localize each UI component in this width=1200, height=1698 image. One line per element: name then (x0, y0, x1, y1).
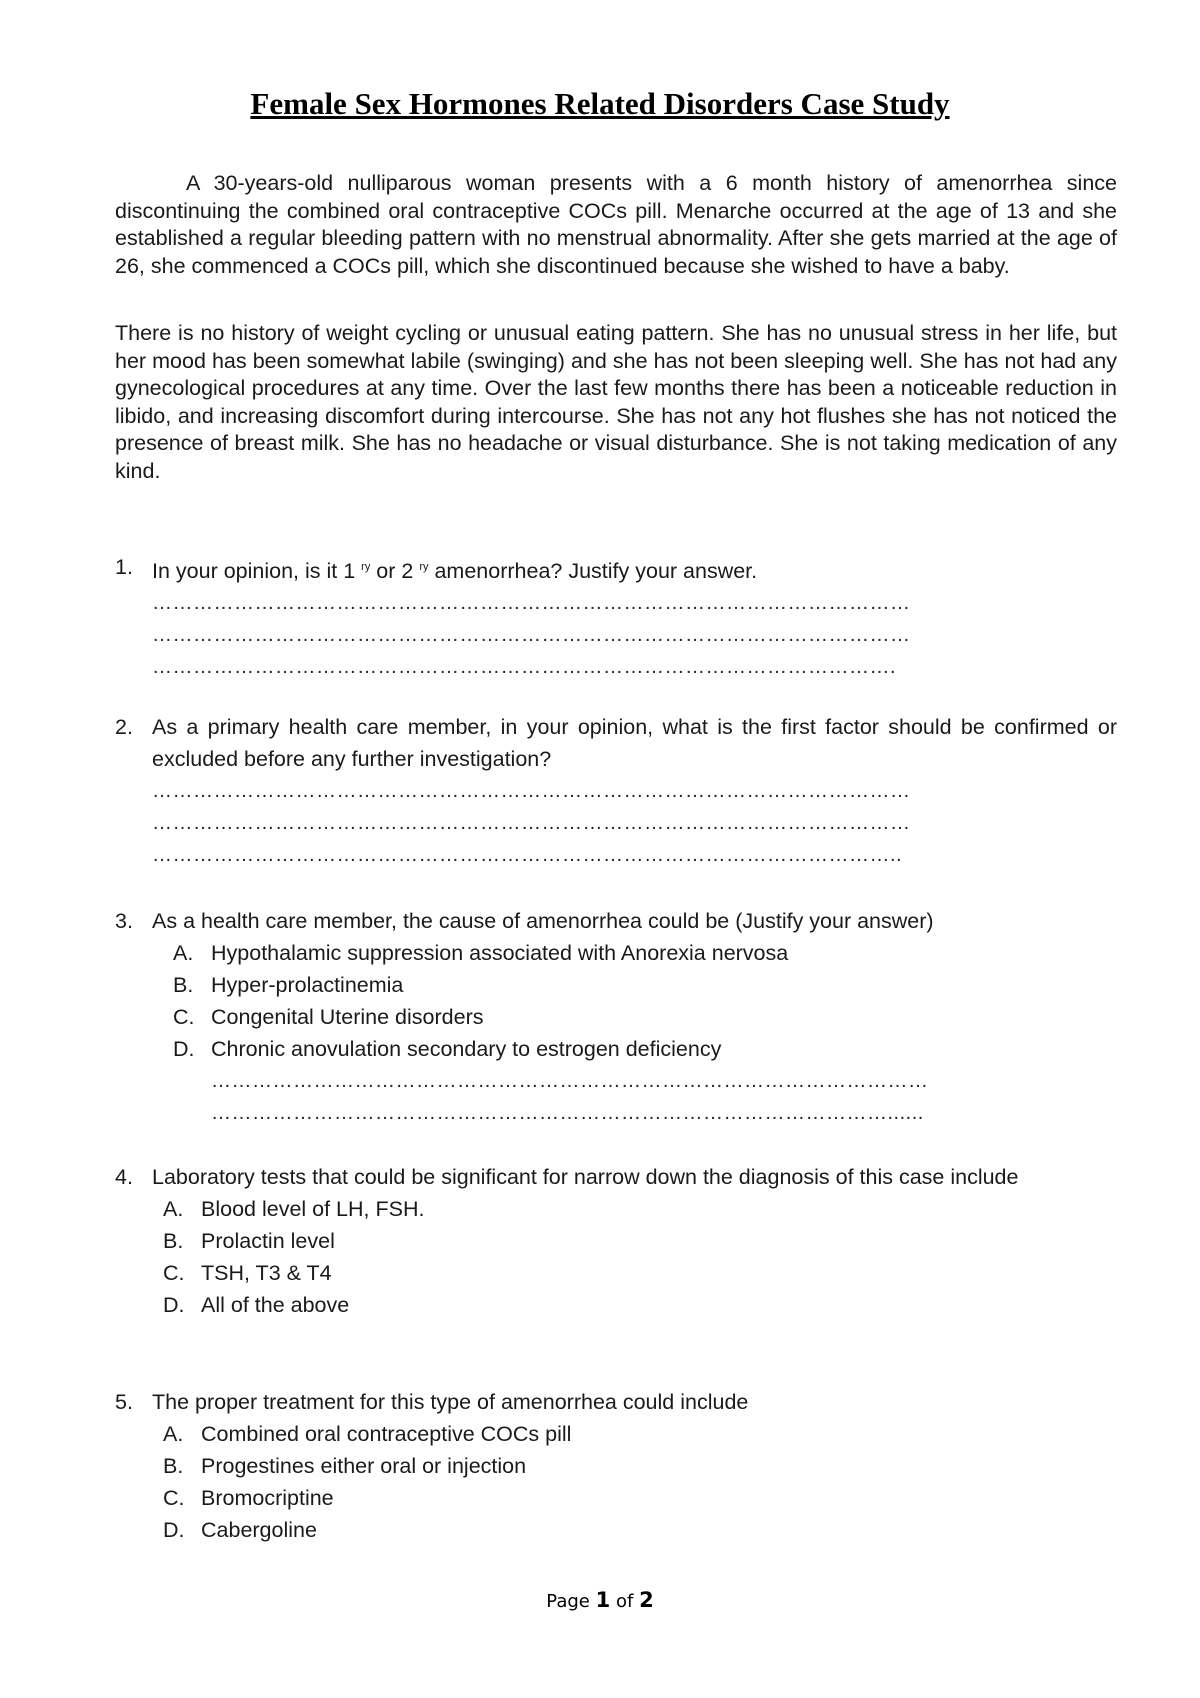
document-title: Female Sex Hormones Related Disorders Case Study (250, 86, 950, 121)
question-5 (115, 1386, 1117, 1546)
question-2 (115, 711, 1117, 871)
answer-line[interactable]: ………………………………………………………………………………………...... (211, 1102, 924, 1124)
answer-line[interactable]: ………………………………………………………………………………………………… (152, 780, 911, 802)
answer-line[interactable]: ………………………………………………………………………………………………. (152, 656, 897, 679)
question-number: 5. (115, 1390, 133, 1414)
question-number: 3. (115, 909, 133, 933)
question-text: As a primary health care member, in your opinion, what is the first factor should be confirmed or excluded before any further investigation? (152, 715, 1117, 771)
answer-line[interactable]: ……………………………………………………………………………………………….. (152, 844, 903, 866)
question-number: 1. (115, 555, 133, 579)
option-c[interactable]: C. Congenital Uterine disorders (173, 1005, 484, 1029)
option-d[interactable]: D. Cabergoline (163, 1518, 317, 1542)
option-a[interactable]: A. Hypothalamic suppression associated with Anorexia nervosa (173, 941, 789, 965)
answer-line[interactable]: ………………………………………………………………………………………………… (152, 624, 911, 647)
answer-line[interactable]: ………………………………………………………………………………………………… (152, 592, 911, 615)
options-list (173, 937, 1117, 1065)
page-number-footer: Page 1 of 2 (546, 1588, 654, 1612)
question-text: Laboratory tests that could be significant for narrow down the diagnosis of this case include (152, 1165, 1019, 1189)
option-c[interactable]: C. Bromocriptine (163, 1486, 334, 1510)
option-a[interactable]: A. Combined oral contraceptive COCs pill (163, 1422, 572, 1446)
option-d[interactable]: D. Chronic anovulation secondary to estrogen deficiency (173, 1037, 722, 1061)
question-number: 4. (115, 1165, 133, 1189)
question-number: 2. (115, 715, 133, 739)
question-text: In your opinion, is it 1 $^{ry}$ or 2 $^{ry}$ amenorrhea? Justify your answer. (152, 559, 758, 584)
question-3 (115, 905, 1117, 1129)
option-b[interactable]: B. Prolactin level (163, 1229, 335, 1253)
question-text: As a health care member, the cause of amenorrhea could be (Justify your answer) (152, 909, 934, 933)
question-text: The proper treatment for this type of amenorrhea could include (152, 1390, 749, 1414)
case-paragraph-1: A 30-years-old nulliparous woman presents with a 6 month history of amenorrhea since discontinuing the combined oral contraceptive COCs pill. Menarche occurred at the age of 13 and she established a regular bleeding pattern with no menstrual abnormality. After she gets married at the age of 26, she commenced a COCs pill, which she discontinued because she wished to have a baby. (115, 171, 1117, 278)
option-b[interactable]: B. Hyper-prolactinemia (173, 973, 404, 997)
question-4 (115, 1161, 1117, 1321)
options-list (163, 1193, 1117, 1321)
option-c[interactable]: C. TSH, T3 & T4 (163, 1261, 332, 1285)
option-d[interactable]: D. All of the above (163, 1293, 350, 1317)
option-a[interactable]: A. Blood level of LH, FSH. (163, 1197, 425, 1221)
answer-line[interactable]: ………………………………………………………………………………………………… (152, 812, 911, 834)
option-b[interactable]: B. Progestines either oral or injection (163, 1454, 527, 1478)
case-paragraph-2: There is no history of weight cycling or unusual eating pattern. She has no unusual stress in her life, but her mood has been somewhat labile (swinging) and she has not been sleeping well. She has not had any gynecological procedures at any time. Over the last few months there has been a noticeable reduction in libido, and increasing discomfort during intercourse. She has not any hot flushes she has not noticed the presence of breast milk. She has no headache or visual disturbance. She is not taking medication of any kind. (115, 321, 1117, 483)
answer-line[interactable]: …………………………………………………………………………………………… (211, 1070, 929, 1092)
options-list (163, 1418, 1117, 1546)
question-1 (115, 551, 1117, 683)
